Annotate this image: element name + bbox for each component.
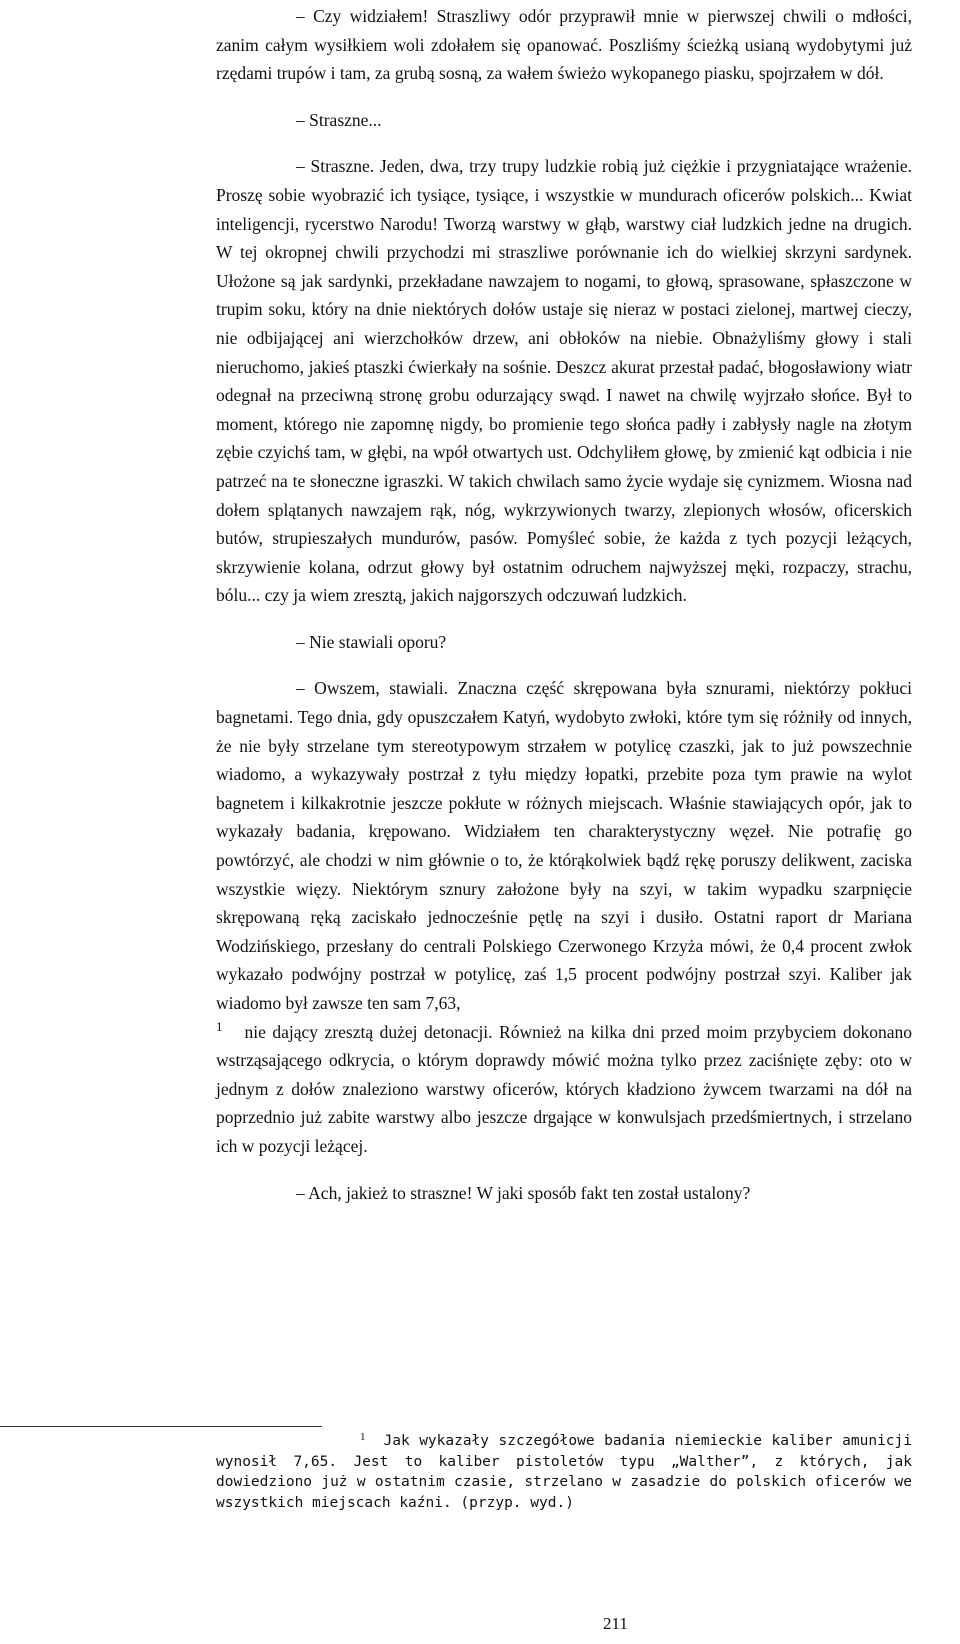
page-number: 211: [603, 1614, 628, 1633]
paragraph-resistance-answer: – Owszem, stawiali. Znaczna część skrępowana była sznurami, niektórzy pokłuci bagnetami. Tego dnia, gdy opuszczałem Katyń, wydobyto zwłoki, które tym się różniły od innych, że nie były strzelane tym stereotypowym strzałem w potylicę czaszki, jak to już powszechnie wiadomo, a wykazywały postrzał z tyłu między łopatki, przebite poza tym prawie na wylot bagnetem i kilkakrotnie jeszcze pokłute w różnych miejscach. Właśnie stawiających opór, jak to wykazały badania, krępowano. Widziałem ten charakterystyczny węzeł. Nie potrafię go powtórzyć, ale chodzi w nim głównie o to, że którąkolwiek bądź rękę poruszy delikwent, zaciska wszystkie więzy. Niektórym sznury założone były na szyi, w takim wypadku szarpnięcie skrępowaną ręką zaciskało jednocześnie pętlę na szyi i dusiło. Ostatni raport dr Mariana Wodzińskiego, przesłany do centrali Polskiego Czerwonego Krzyża mówi, że 0,4 procent zwłok wykazało podwójny postrzał w potylicę, zaś 1,5 procent podwójny postrzał szyi. Kaliber jak wiadomo był zawsze ten sam 7,63,: [216, 678, 912, 1013]
paragraph-gap: [216, 88, 912, 106]
paragraph-straszne-question: – Straszne...: [296, 109, 382, 130]
paragraph-straszne-description: – Straszne. Jeden, dwa, trzy trupy ludzkie robią już ciężkie i przygniatające wrażenie. Proszę sobie wyobrazić ich tysiące, tysiące, i wszystkie w mundurach oficerów polskich... Kwiat inteligencji, rycerstwo Narodu! Tworzą warstwy w głąb, warstwy ciał ludzkich jedne na drugich. W tej okropnej chwili przychodzi mi straszliwe porównanie ich do wielkiej skrzyni sardynek. Ułożone są jak sardynki, przekładane nawzajem to nogami, to głową, sprasowane, spłaszczone w trupim soku, który na dnie niektórych dołów ustaje się nieraz w postaci zielonej, martwej cieczy, nie odbijającej ani wierzchołków drzew, ani obłoków na niebie. Obnażyliśmy głowy i stali nieruchomo, jakieś ptaszki ćwierkały na sośnie. Deszcz akurat przestał padać, błogosławiony wiatr odegnał na przeciwną stronę grobu odurzający swąd. I nawet na chwilę wyjrzało słońce. Był to moment, którego nie zapomnę nigdy, bo promienie tego słońca padły i zabłysły nagle na złotym zębie czyichś tam, w głębi, na wpół otwartych ust. Odchyliłem głowę, by zmienić kąt odbicia i nie patrzeć na te słoneczne igraszki. W takich chwilach samo życie wydaje się cynizmem. Wiosna nad dołem splątanych nawzajem rąk, nóg, wykrzywionych twarzy, zlepionych włosów, oficerskich butów, strupieszałych mundurów, pasów. Pomyśleć sobie, że każda z tych pozycji leżących, skrzywienie kolana, odrzut głowy był ostatnim odruchem najwyższej męki, rozpaczy, strachu, bólu... czy ja wiem zresztą, jakich najgorszych odczuwań ludzkich.: [216, 156, 912, 606]
footnote: [216, 1431, 912, 1513]
paragraph-gap: [216, 134, 912, 152]
footnote-number: 1: [360, 1431, 366, 1443]
footnote-reference: 1: [216, 1018, 223, 1034]
footnote-paragraph: [216, 1431, 912, 1513]
paragraph-gap: [216, 656, 912, 674]
paragraph-continuation-text: nie dający zresztą dużej detonacji. Również na kilka dni przed moim przybyciem dokonano wstrząsającego odkrycia, o którym doprawdy mówić można tylko przez zaciśnięte zęby: oto w jednym z dołów znaleziono warstwy oficerów, których kładziono żywcem twarzami na dół na poprzednio już zabite warstwy albo jeszcze drgające w konwulsjach przedśmiertnych, i strzelano ich w pozycji leżącej.: [216, 1021, 912, 1156]
paragraph-final-question: – Ach, jakież to straszne! W jaki sposób fakt ten został ustalony?: [296, 1182, 751, 1203]
paragraph-resistance-continued: [216, 1018, 912, 1161]
paragraph-gap: [216, 1161, 912, 1179]
main-text: [216, 2, 912, 1207]
paragraph-gap: [216, 610, 912, 628]
paragraph-resistance-question: – Nie stawiali oporu?: [296, 631, 447, 652]
footnote-separator: [0, 1426, 322, 1427]
paragraph-eyewitness-intro: – Czy widziałem! Straszliwy odór przyprawił mnie w pierwszej chwili o mdłości, zanim całym wysiłkiem woli zdołałem się opanować. Poszliśmy ścieżką usianą wydobytymi już rzędami trupów i tam, za grubą sosną, za wałem świeżo wykopanego piasku, spojrzałem w dół.: [216, 6, 912, 84]
footnote-text: Jak wykazały szczegółowe badania niemieckie kaliber amunicji wynosił 7,65. Jest to kaliber pistoletów typu „Walther”, z których, jak dowiedziono już w ostatnim czasie, strzelano w zasadzie do polskich oficerów we wszystkich miejscach kaźni. (przyp. wyd.): [216, 1433, 912, 1511]
